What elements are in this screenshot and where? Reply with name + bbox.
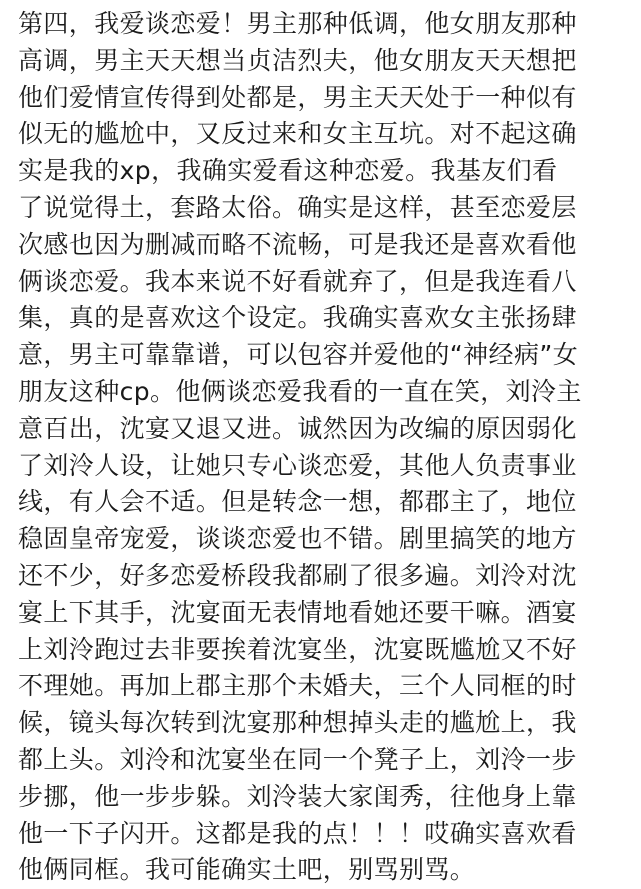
text-line: 朋友这种cp。他俩谈恋爱我看的一直在笑，刘泠主: [18, 376, 582, 406]
text-line: 线，有人会不适。但是转念一想，都郡主了，地位: [18, 487, 577, 517]
text-line: 还不少，好多恋爱桥段我都刷了很多遍。刘泠对沈: [18, 560, 577, 590]
text-line: 高调，男主天天想当贞洁烈夫，他女朋友天天想把: [18, 45, 577, 75]
text-line: 他一下子闪开。这都是我的点！！！哎确实喜欢看: [18, 818, 577, 848]
text-line: 候，镜头每次转到沈宴那种想掉头走的尴尬上，我: [18, 708, 577, 738]
text-line: 集，真的是喜欢这个设定。我确实喜欢女主张扬肆: [18, 303, 577, 333]
text-line: 了说觉得土，套路太俗。确实是这样，甚至恋爱层: [18, 192, 577, 222]
text-line: 实是我的xp，我确实爱看这种恋爱。我基友们看: [18, 156, 558, 186]
text-line: 似无的尴尬中，又反过来和女主互坑。对不起这确: [18, 119, 577, 149]
text-line: 意，男主可靠靠谱，可以包容并爱他的“神经病”女: [18, 340, 579, 370]
text-line: 稳固皇帝宠爱，谈谈恋爱也不错。剧里搞笑的地方: [18, 524, 577, 554]
text-line: 了刘泠人设，让她只专心谈恋爱，其他人负责事业: [18, 450, 577, 480]
text-line: 都上头。刘泠和沈宴坐在同一个凳子上，刘泠一步: [18, 744, 577, 774]
text-line: 俩谈恋爱。我本来说不好看就弃了，但是我连看八: [18, 266, 577, 296]
post-body-text: [18, 6, 628, 889]
text-line: 步挪，他一步步躲。刘泠装大家闺秀，往他身上靠: [18, 781, 577, 811]
text-line: 上刘泠跑过去非要挨着沈宴坐，沈宴既尴尬又不好: [18, 634, 577, 664]
text-line: 第四，我爱谈恋爱！男主那种低调，他女朋友那种: [18, 9, 577, 38]
text-line: 不理她。再加上郡主那个未婚夫，三个人同框的时: [18, 671, 577, 701]
text-line: 他俩同框。我可能确实土吧，别骂别骂。: [18, 855, 476, 885]
text-line: 宴上下其手，沈宴面无表情地看她还要干嘛。酒宴: [18, 597, 577, 627]
text-line: 次感也因为删减而略不流畅，可是我还是喜欢看他: [18, 229, 577, 259]
text-line: 意百出，沈宴又退又进。诚然因为改编的原因弱化: [18, 413, 577, 443]
text-line: 他们爱情宣传得到处都是，男主天天处于一种似有: [18, 82, 577, 112]
